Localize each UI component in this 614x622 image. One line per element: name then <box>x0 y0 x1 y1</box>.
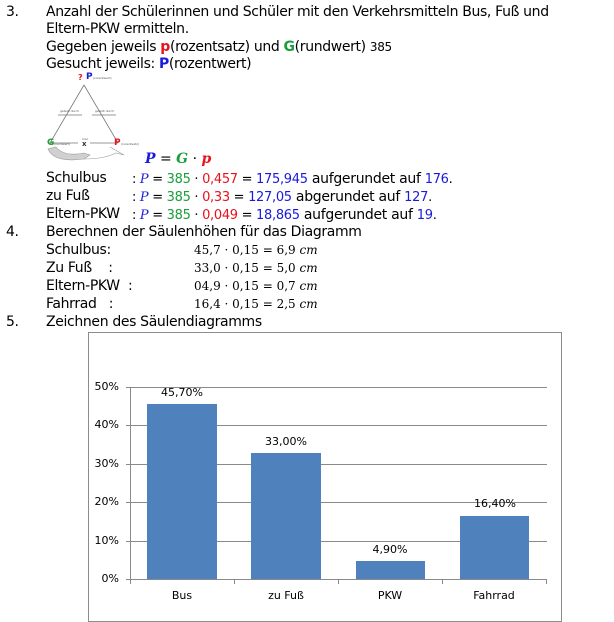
height-row-calc <box>194 297 318 311</box>
given-value: 385 <box>369 40 392 54</box>
calc-result: 175,945 <box>256 172 308 187</box>
x-tick <box>234 579 235 584</box>
calc-dot: · <box>190 190 203 205</box>
value-label-bus: 45,70% <box>161 386 203 399</box>
calc-rounded: 19 <box>416 208 433 223</box>
given-line <box>46 39 392 55</box>
calc-row-elternpkw-label: Eltern-PKW <box>46 206 120 222</box>
given-p: p <box>160 39 170 55</box>
category-label-pkw: PKW <box>377 589 403 602</box>
section-4-number: 4. <box>6 224 19 240</box>
formula-P: P <box>145 151 156 167</box>
calc-result: 127,05 <box>248 190 292 205</box>
bar-fahrrad <box>460 516 529 579</box>
calc-eq2: = <box>237 208 257 223</box>
category-label-bus: Bus <box>171 589 193 602</box>
x-tick <box>130 579 131 584</box>
calc-sep: : <box>132 190 140 205</box>
calc-P: P <box>139 190 149 205</box>
height-row-label: Eltern-PKW : <box>46 278 133 294</box>
y-axis-line <box>130 387 131 580</box>
percent-triangle-diagram <box>44 72 139 165</box>
diagram-bottom-p-label: (rozentsatz) <box>121 142 139 146</box>
y-tick <box>126 502 130 503</box>
calc-rounded: 127 <box>404 190 429 205</box>
calc-end: . <box>428 190 432 205</box>
height-row-label: Zu Fuß : <box>46 260 113 276</box>
calc-end: . <box>448 172 453 187</box>
height-unit: cm <box>299 243 318 257</box>
calc-text: abgerundet auf <box>291 189 405 205</box>
calc-eq2: = <box>229 190 249 205</box>
x-tick <box>442 579 443 584</box>
calc-row-zufuss <box>132 189 432 205</box>
section-4-title: Berechnen der Säulenhöhen für das Diagramm <box>46 224 362 240</box>
given-G-rest: (rundwert) <box>294 39 370 55</box>
y-tick-label: 10% <box>94 534 119 547</box>
y-tick-label: 50% <box>94 380 119 393</box>
y-tick-label: 30% <box>94 457 119 470</box>
y-tick <box>126 464 130 465</box>
calc-eq: = <box>148 208 167 223</box>
formula-eq: = <box>155 151 177 167</box>
y-tick <box>126 425 130 426</box>
calc-text: aufgerundet auf <box>307 171 425 187</box>
calc-G: 385 <box>166 208 191 223</box>
section-3-line-1: Anzahl der Schülerinnen und Schüler mit den Verkehrsmitteln Bus, Fuß und <box>46 4 549 20</box>
height-row-calc <box>194 243 318 257</box>
calc-row-schulbus <box>132 171 453 187</box>
height-row-calc <box>194 261 318 275</box>
sought-line <box>46 56 251 72</box>
calc-rounded: 176 <box>424 172 449 187</box>
value-label-zu-fuss: 33,00% <box>265 435 307 448</box>
diagram-times-symbol: x <box>82 140 87 148</box>
given-p-rest: (rozentsatz) und <box>169 39 284 55</box>
y-tick <box>126 387 130 388</box>
y-tick-label: 0% <box>101 572 119 585</box>
diagram-left-div-label: geteilt durch <box>60 109 80 113</box>
calc-dot: · <box>190 208 203 223</box>
formula-G: G <box>176 151 189 167</box>
section-5-number: 5. <box>6 314 19 330</box>
height-calc: 45,7 · 0,15 = 6,9 <box>194 243 300 257</box>
calc-text: aufgerundet auf <box>299 207 417 223</box>
calc-row-elternpkw <box>132 207 437 223</box>
x-tick <box>546 579 547 584</box>
given-prefix: Gegeben jeweils <box>46 39 161 55</box>
calc-G: 385 <box>166 172 191 187</box>
calc-eq2: = <box>237 172 257 187</box>
calc-end: . <box>432 208 437 223</box>
y-tick-label: 40% <box>94 418 119 431</box>
height-unit: cm <box>299 297 318 311</box>
x-tick <box>338 579 339 584</box>
given-G: G <box>283 39 295 55</box>
sought-P: P <box>159 56 169 72</box>
calc-sep: : <box>132 172 140 187</box>
diagram-right-div-label: geteilt durch <box>95 109 115 113</box>
calc-row-schulbus-label: Schulbus <box>46 170 107 186</box>
section-5-title: Zeichnen des Säulendiagramms <box>46 314 262 330</box>
height-calc: 33,0 · 0,15 = 5,0 <box>194 261 300 275</box>
formula-dot: · <box>188 151 202 167</box>
formula-p: p <box>201 151 212 167</box>
x-axis-line <box>126 579 547 580</box>
bar-pkw <box>356 561 425 579</box>
calc-eq: = <box>148 172 167 187</box>
diagram-question-mark: ? <box>78 73 83 82</box>
calc-row-zufuss-label: zu Fuß <box>46 188 90 204</box>
diagram-top-label: (rozentwert) <box>93 76 112 80</box>
height-unit: cm <box>299 261 318 275</box>
calc-p: 0,049 <box>202 208 238 223</box>
bar-zu-fuss <box>251 453 321 579</box>
sought-rest: (rozentwert) <box>168 56 252 72</box>
calc-dot: · <box>190 172 203 187</box>
diagram-bottom-G: G <box>47 138 55 148</box>
height-calc: 04,9 · 0,15 = 0,7 <box>194 279 300 293</box>
height-unit: cm <box>299 279 318 293</box>
category-label-zu-fuss: zu Fuß <box>268 589 304 602</box>
calc-p: 0,33 <box>202 190 230 205</box>
section-3-number: 3. <box>6 4 19 20</box>
bar-bus <box>147 404 217 579</box>
value-label-pkw: 4,90% <box>372 543 408 556</box>
value-label-fahrrad: 16,40% <box>474 497 516 510</box>
y-tick <box>126 541 130 542</box>
calc-G: 385 <box>166 190 191 205</box>
y-tick-label: 20% <box>94 495 119 508</box>
diagram-top-P: P <box>86 72 93 82</box>
calc-p: 0,457 <box>202 172 238 187</box>
formula <box>145 151 211 167</box>
section-3-line-2: Eltern-PKW ermitteln. <box>46 21 189 37</box>
calc-result: 18,865 <box>256 208 300 223</box>
calc-P: P <box>139 172 149 187</box>
calc-sep: : <box>132 208 140 223</box>
height-calc: 16,4 · 0,15 = 2,5 <box>194 297 300 311</box>
sought-prefix: Gesucht jeweils: <box>46 56 159 72</box>
height-row-label: Schulbus: <box>46 242 111 258</box>
calc-P: P <box>139 208 149 223</box>
diagram-bottom-G-label: (rundwert) <box>54 142 70 146</box>
height-row-calc <box>194 279 318 293</box>
height-row-label: Fahrrad : <box>46 296 114 312</box>
calc-eq: = <box>148 190 167 205</box>
diagram-bottom-p: P <box>114 138 121 148</box>
triangle-diagram-icon <box>44 75 124 165</box>
category-label-fahrrad: Fahrrad <box>473 589 515 602</box>
diagram-mal-label: mal <box>82 137 88 141</box>
